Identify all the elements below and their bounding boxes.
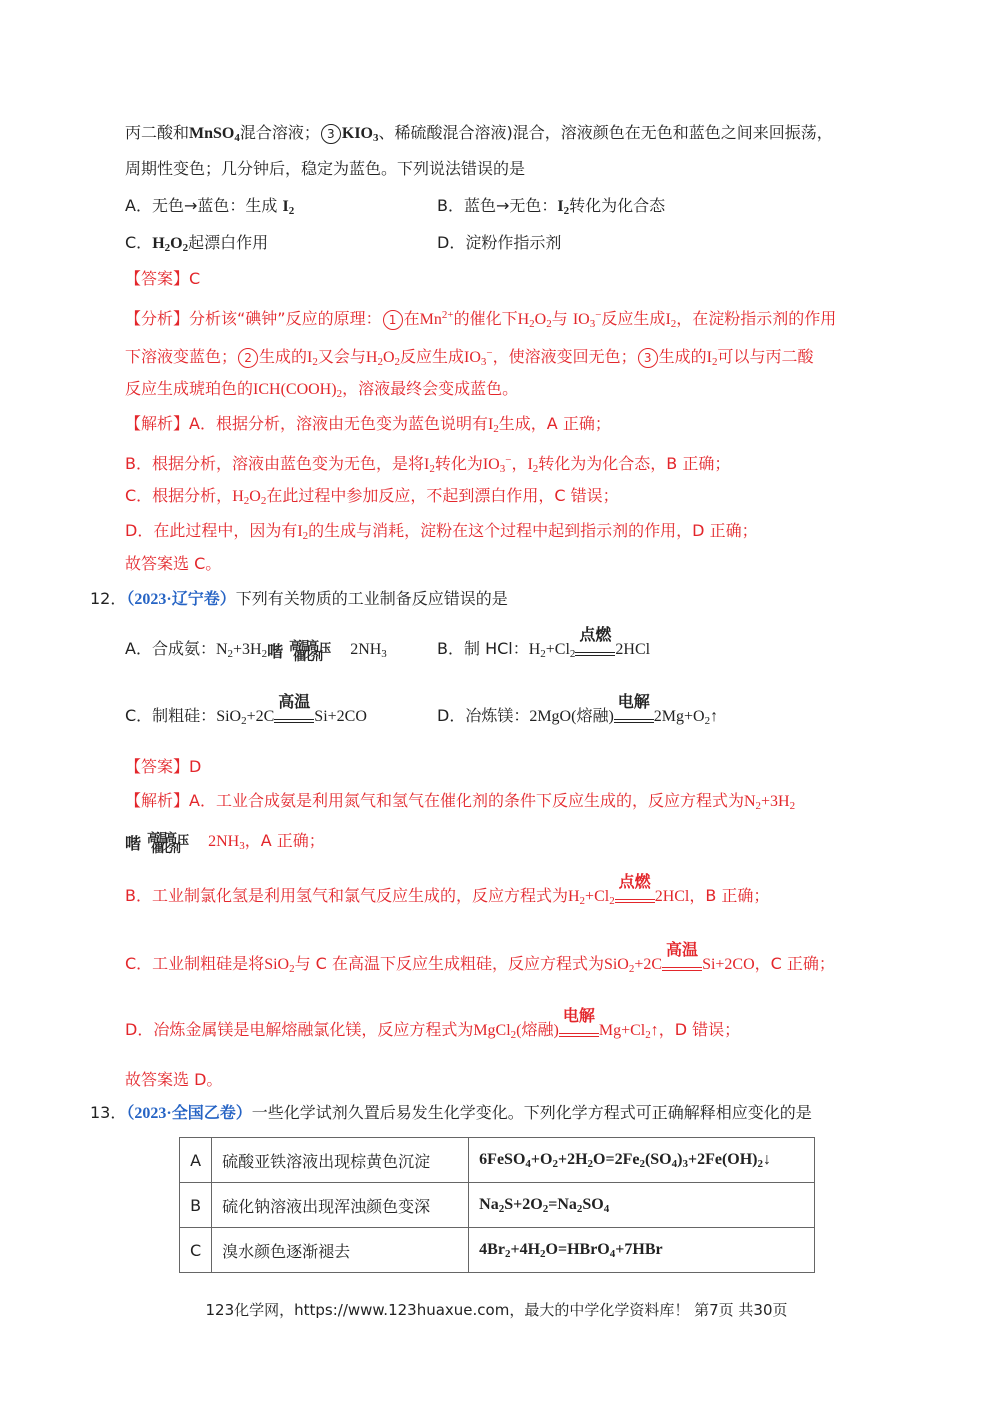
q12-option-c: C．制粗硅：SiO$_2$+2C 高温 Si+2CO <box>125 691 367 727</box>
q11-explain-a: 【解析】A．根据分析，溶液由无色变为蓝色说明有$I_2$生成，A 正确； <box>125 414 611 435</box>
option-text: 起漂白作用 <box>188 233 269 252</box>
explain-text: 【解析】A．工业合成氨是利用氮气和氢气在催化剂的条件下反应生成的，反应方程式为 <box>125 791 744 810</box>
option-label: D．冶炼镁： <box>437 706 530 725</box>
explain-text: C．工业制粗硅是将 <box>125 954 265 973</box>
formula-kio3: $KIO_3$ <box>341 125 379 144</box>
q12-explain-b: B．工业制氯化氢是利用氢气和氯气反应生成的，反应方程式为$H_2+Cl_2$ 点燃 2HCl，B 正确； <box>125 871 770 907</box>
q11-stem-line1 <box>125 122 833 149</box>
formula-i2: $I_2$ <box>282 198 295 217</box>
explain-text: C．根据分析， <box>125 486 233 505</box>
q11-analysis-line2: 下溶液变蓝色； 2 生成的$I_2$又会与$H_2O_2$反应生成$IO_3^-$，使溶液变回无色； 3 生成的$I_2$可以与丙二酸 <box>125 347 814 368</box>
q12-explain-a-line1: 【解析】A．工业合成氨是利用氮气和氢气在催化剂的条件下反应生成的，反应方程式为$N_2+3H_2$ <box>125 791 796 812</box>
explain-text: D．在此过程中，因为有 <box>125 521 298 540</box>
table-row <box>180 1228 815 1273</box>
q11-analysis-line3: 反应生成琥珀色的$ICH(COOH)_2$，溶液最终会变成蓝色。 <box>125 379 519 400</box>
analysis-text: 在 <box>403 309 420 328</box>
analysis-text: 又会与 <box>317 347 366 366</box>
formula-mnso4: MnSO$_4$ <box>189 125 240 144</box>
q11-analysis-line1: 【分析】分析该“碘钟”反应的原理： 1 在$Mn^{2+}$的催化下$H_2O_2$与 $IO_3^-$反应生成$I_2$，在淀粉指示剂的作用 <box>125 309 837 330</box>
option-text: A．无色→蓝色：生成 <box>125 196 278 215</box>
analysis-text: 与 <box>551 309 568 328</box>
row-equation: $Na_2S+2O_2=Na_2SO_4$ <box>469 1183 815 1228</box>
reaction-condition <box>274 691 314 727</box>
option-label: B．制 HCl： <box>437 639 529 658</box>
stem-text: 丙二酸和 <box>125 123 190 142</box>
q11-option-b <box>437 195 665 222</box>
reaction-condition <box>615 871 655 907</box>
explain-text: ，D 错误； <box>658 1020 741 1039</box>
explain-text: B．工业制氯化氢是利用氢气和氯气反应生成的，反应方程式为 <box>125 886 568 905</box>
q12-option-a: A．合成氨：$N_2+3H_2$ 喈 高温高 催化剂 压 $2NH_3$ <box>125 638 387 663</box>
explain-text: ，B 正确； <box>689 886 770 905</box>
explain-text: 在此过程中参加反应，不起到漂白作用，C 错误； <box>266 486 619 505</box>
question-source: （2023·全国乙卷） <box>126 1105 252 1122</box>
reaction-condition <box>575 624 615 660</box>
q13-table <box>179 1137 815 1273</box>
row-key: A <box>180 1138 212 1183</box>
explain-text: ，C 正确； <box>754 954 835 973</box>
analysis-text: 反应生成 <box>400 347 465 366</box>
option-text: C． <box>125 233 153 252</box>
analysis-text: 反应生成 <box>601 309 666 328</box>
q11-stem-line2: 周期性变色；几分钟后，稳定为蓝色。下列说法错误的是 <box>125 159 526 178</box>
q11-answer: 【答案】C <box>125 269 201 288</box>
stem-text: 混合溶液； <box>239 123 320 142</box>
condition-text: 高温 <box>278 691 311 711</box>
explain-text: 的生成与消耗，淀粉在这个过程中起到指示剂的作用，D 正确； <box>308 521 758 540</box>
formula-i2: $I_2$ <box>557 198 570 217</box>
option-label: C．制粗硅： <box>125 706 217 725</box>
analysis-text: 生成的 <box>658 347 707 366</box>
reaction-condition <box>614 691 654 727</box>
q12-explain-c: C．工业制粗硅是将SiO$_2$与 C 在高温下反应生成粗硅，反应方程式为SiO$_2$+2C 高温 Si+2CO，C 正确； <box>125 939 835 975</box>
explain-text: 转化为为化合态，B 正确； <box>538 454 731 473</box>
explain-text: ， <box>511 454 528 473</box>
q12-option-d: D．冶炼镁：2MgO(熔融) 电解 $2Mg+O_2↑$ <box>437 691 719 727</box>
question-number: 13． <box>90 1103 127 1122</box>
option-text: 转化为化合态 <box>569 196 666 215</box>
analysis-text: 【分析】分析该“碘钟”反应的原理： <box>125 309 382 328</box>
q11-explain-b: B．根据分析，溶液由蓝色变为无色，是将$I_2$转化为$IO_3^-$，$I_2$转化为为化合态，B 正确； <box>125 454 731 475</box>
q12-heading <box>90 588 508 611</box>
explain-text: D．冶炼金属镁是电解熔融氯化镁，反应方程式为 <box>125 1020 474 1039</box>
q11-explain-d: D．在此过程中，因为有$I_2$的生成与消耗，淀粉在这个过程中起到指示剂的作用，D 正确； <box>125 521 758 542</box>
circled-3: 3 <box>321 124 341 144</box>
explain-text: 生成，A 正确； <box>498 414 611 433</box>
q12-conclusion: 故答案选 D。 <box>125 1070 223 1089</box>
row-equation: $4Br_2+4H_2O=HBrO_4+7HBr$ <box>469 1228 815 1273</box>
explain-text: 与 C 在高温下反应生成粗硅，反应方程式为 <box>294 954 604 973</box>
table-row <box>180 1138 815 1183</box>
explain-text: ，A 正确； <box>244 831 325 850</box>
condition-text: 点燃 <box>618 871 651 891</box>
explain-text: 【解析】A．根据分析，溶液由无色变为蓝色说明有 <box>125 414 488 433</box>
condition-text: 电解 <box>617 691 650 711</box>
explain-text: 转化为 <box>434 454 483 473</box>
q11-option-c <box>125 232 268 259</box>
row-phenomenon: 溴水颜色逐渐褪去 <box>212 1228 469 1273</box>
circled-3: 3 <box>638 348 658 368</box>
row-key: C <box>180 1228 212 1273</box>
q11-option-a <box>125 195 294 222</box>
option-label: A．合成氨： <box>125 639 216 658</box>
circled-1: 1 <box>383 310 403 330</box>
q12-explain-a-line2: 喈 高温高 催化剂 压 $2NH_3$，A 正确； <box>125 830 325 855</box>
analysis-text: 可以与丙二酸 <box>717 347 814 366</box>
question-source: （2023·辽宁卷） <box>126 591 236 608</box>
condition-text: 点燃 <box>579 624 612 644</box>
question-number: 12． <box>90 589 127 608</box>
analysis-text: ，在淀粉指示剂的作用 <box>676 309 837 328</box>
row-equation: $6FeSO_4+O_2+2H_2O=2Fe_2(SO_4)_3+2Fe(OH)_2↓$ <box>469 1138 815 1183</box>
explain-text: B．根据分析，溶液由蓝色变为无色，是将 <box>125 454 424 473</box>
q11-option-d: D．淀粉作指示剂 <box>437 233 562 252</box>
analysis-text: 反应生成琥珀色的 <box>125 379 254 398</box>
reaction-condition <box>662 939 702 975</box>
garbled-condition-glyph: 喈 高温高 催化剂 压 <box>125 830 187 855</box>
stem-text: 、稀硫酸混合溶液)混合，溶液颜色在无色和蓝色之间来回振荡， <box>378 123 833 142</box>
circled-2: 2 <box>238 348 258 368</box>
analysis-text: ，溶液最终会变成蓝色。 <box>342 379 519 398</box>
formula-h2o2: $H_2O_2$ <box>152 235 189 254</box>
reaction-condition <box>559 1005 599 1041</box>
condition-text: 高温 <box>666 939 699 959</box>
analysis-text: ，使溶液变回无色； <box>492 347 637 366</box>
page-footer: 123化学网，https://www.123huaxue.com，最大的中学化学资料库！ 第7页 共30页 <box>205 1301 788 1319</box>
option-text: B．蓝色→无色： <box>437 196 558 215</box>
row-phenomenon: 硫化钠溶液出现浑浊颜色变深 <box>212 1183 469 1228</box>
q12-explain-d: D．冶炼金属镁是电解熔融氯化镁，反应方程式为MgCl$_2$(熔融) 电解 $Mg+Cl_2↑$，D 错误； <box>125 1005 741 1041</box>
q11-explain-c: C．根据分析，$H_2O_2$在此过程中参加反应，不起到漂白作用，C 错误； <box>125 486 619 507</box>
condition-text: 电解 <box>562 1005 595 1025</box>
q13-heading <box>90 1102 812 1125</box>
q12-option-b: B．制 HCl：$H_2+Cl_2$ 点燃 2HCl <box>437 624 651 660</box>
row-phenomenon: 硫酸亚铁溶液出现棕黄色沉淀 <box>212 1138 469 1183</box>
row-key: B <box>180 1183 212 1228</box>
q11-conclusion: 故答案选 C。 <box>125 554 222 573</box>
question-stem: 下列有关物质的工业制备反应错误的是 <box>235 589 508 608</box>
question-stem: 一些化学试剂久置后易发生化学变化。下列化学方程式可正确解释相应变化的是 <box>251 1103 812 1122</box>
table-row <box>180 1183 815 1228</box>
analysis-text: 的催化下 <box>453 309 518 328</box>
q12-answer: 【答案】D <box>125 757 202 776</box>
analysis-text: 下溶液变蓝色； <box>125 347 238 366</box>
garbled-condition-glyph: 喈 高温高 催化剂 压 <box>267 638 329 663</box>
analysis-text: 生成的 <box>259 347 308 366</box>
